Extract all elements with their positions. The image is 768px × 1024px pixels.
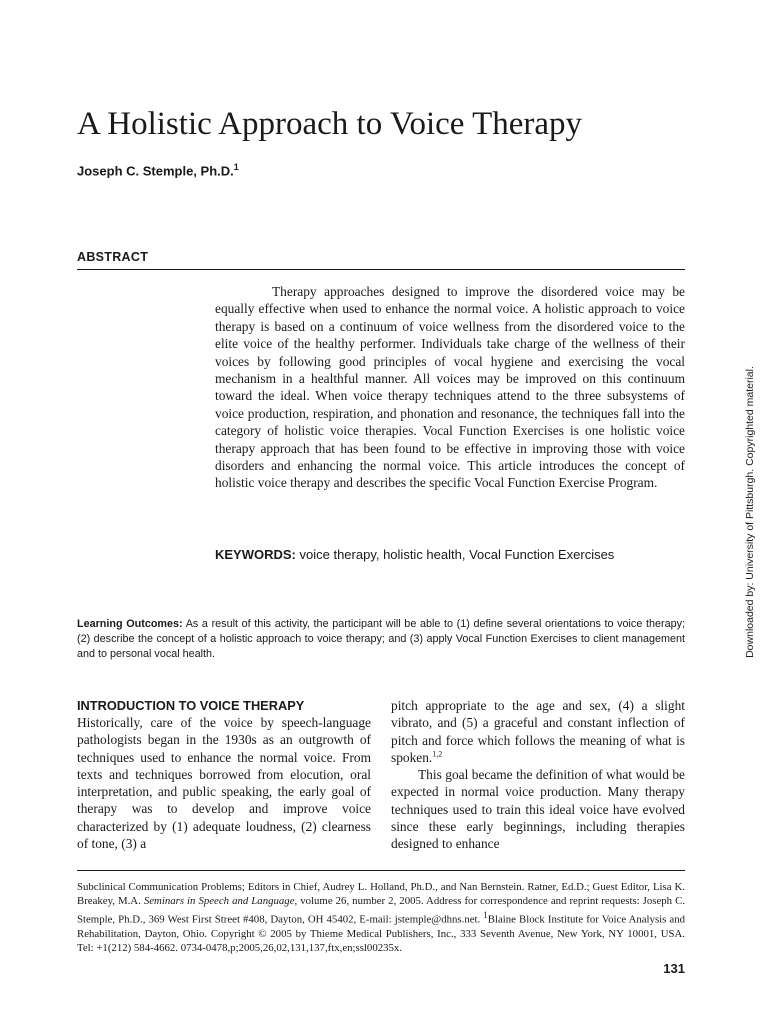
download-watermark: Downloaded by: University of Pittsburgh. Copyrighted material. bbox=[744, 366, 756, 658]
footnote-text: Subclinical Communication Problems; Editors in Chief, Audrey L. Holland, Ph.D., and Nan Bernstein. Ratner, Ed.D.; Guest Editor, Lisa K. Breakey, M.A. bbox=[77, 881, 685, 908]
abstract-body: Therapy approaches designed to improve the disordered voice may be equally effective when used to enhance the normal voice. A holistic approach to voice therapy is based on a continuum of voice wellness from the disordered voice to the elite voice of the healthy performer. Individuals take charge of the wellness of their voices by following good principles of vocal hygiene and exercising the vocal mechanism in a healthful manner. All voices may be improved on this continuum toward the ideal. When voice therapy techniques attend to the three subsystems of voice production, respiration, and phonation and resonance, the techniques fall into the category of holistic voice therapies. Vocal Function Exercises is one holistic voice therapy approach that has been found to be effective in improving those with voice disorders and enhancing the normal voice. This article introduces the concept of holistic voice therapy and describes the specific Vocal Function Exercise Program. bbox=[215, 284, 685, 491]
author-line bbox=[77, 162, 239, 178]
body-paragraph: Historically, care of the voice by speech-language pathologists began in the 1930s as an outgrowth of techniques used to enhance the normal voice. From texts and techniques borrowed from elocution, oral interpretation, and public speaking, the early goal of therapy was to develop and improve voice characterized by (1) adequate loudness, (2) clearness of tone, (3) a bbox=[77, 715, 371, 852]
footnote-text: , volume 26, number 2, 2005. Address for correspondence and reprint requests: Joseph C. Stemple, Ph.D., 369 West First Street #408, Dayton, OH 45402, E-mail: jstemple@dhns.net. bbox=[77, 895, 685, 926]
keywords-text: voice therapy, holistic health, Vocal Function Exercises bbox=[295, 547, 615, 562]
section-heading-introduction: INTRODUCTION TO VOICE THERAPY bbox=[77, 698, 305, 713]
author-name: Joseph C. Stemple, Ph.D. bbox=[77, 163, 234, 179]
author-affiliation-marker: 1 bbox=[233, 162, 239, 172]
footnote-rule bbox=[77, 870, 685, 871]
body-paragraph bbox=[391, 697, 685, 766]
learning-outcomes bbox=[77, 617, 685, 663]
abstract-rule bbox=[77, 269, 685, 270]
body-paragraph-text: pitch appropriate to the age and sex, (4) a slight vibrato, and (5) a graceful and constant inflection of pitch and force which follows the meaning of what is spoken. bbox=[391, 698, 685, 765]
body-paragraph: This goal became the definition of what would be expected in normal voice production. Many therapy techniques used to train this ideal voice have evolved since these early beginnings, including therapies designed to enhance bbox=[391, 767, 685, 852]
affiliation-marker: 1 bbox=[483, 910, 488, 921]
article-title: A Holistic Approach to Voice Therapy bbox=[77, 106, 583, 142]
citation-marker: 1,2 bbox=[432, 749, 443, 759]
learning-outcomes-label: Learning Outcomes: bbox=[77, 618, 183, 630]
body-column-left bbox=[77, 697, 371, 852]
footnote bbox=[77, 880, 685, 956]
keywords-label: KEYWORDS: bbox=[215, 547, 296, 562]
page-number: 131 bbox=[663, 961, 685, 976]
footnote-text: Blaine Block Institute for Voice Analysis and Rehabilitation, Dayton, Ohio. Copyright © 2005 by Thieme Medical Publishers, Inc., 333 Seventh Avenue, New York, NY 10001, USA. Tel: +1(212) 584-4662. 0734-0478,p;2005,26,02,131,137,ftx,en;ssl00235x. bbox=[77, 914, 685, 955]
journal-title: Seminars in Speech and Language bbox=[143, 895, 295, 908]
body-column-right bbox=[391, 697, 685, 853]
abstract-heading: ABSTRACT bbox=[77, 250, 149, 264]
learning-outcomes-text: As a result of this activity, the participant will be able to (1) define several orientations to voice therapy; (2) describe the concept of a holistic approach to voice therapy; and (3) apply Vocal Function Exercises to client management and to personal vocal health. bbox=[77, 618, 685, 661]
keywords-line bbox=[215, 547, 685, 562]
